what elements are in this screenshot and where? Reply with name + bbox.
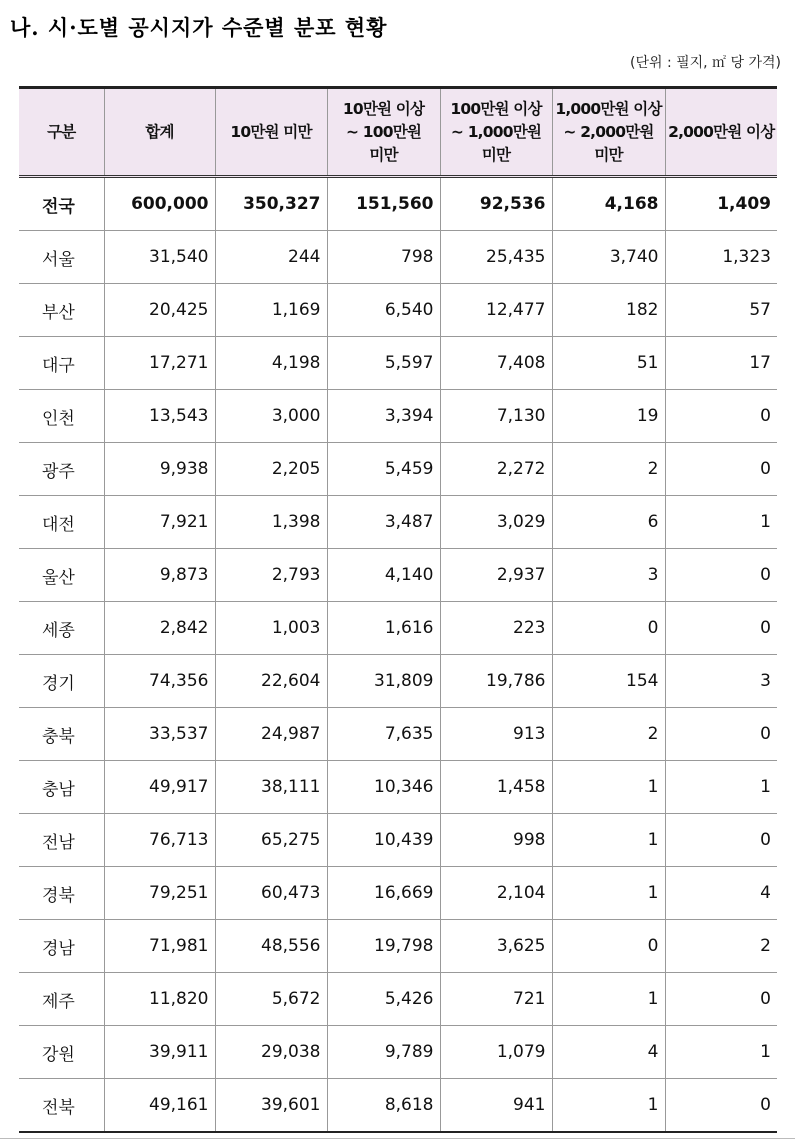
value-cell: 29,038 (215, 1026, 327, 1079)
column-header (19, 88, 104, 177)
region-cell: 전북 (19, 1079, 104, 1133)
column-header-text: ~ 100만원 (345, 122, 422, 141)
region-cell: 충북 (19, 708, 104, 761)
table-row-total (19, 177, 777, 231)
value-cell: 244 (215, 231, 327, 284)
table-row (19, 337, 777, 390)
value-cell: 1 (665, 1026, 777, 1079)
value-cell: 3,487 (327, 496, 440, 549)
value-cell: 3,029 (440, 496, 552, 549)
value-cell: 3,740 (552, 231, 665, 284)
value-cell: 4,198 (215, 337, 327, 390)
unit-note: (단위 : 필지, ㎡ 당 가격) (629, 55, 781, 71)
region-cell: 경기 (19, 655, 104, 708)
bottom-divider (0, 1138, 795, 1139)
column-header (104, 88, 215, 177)
value-cell: 182 (552, 284, 665, 337)
value-cell: 60,473 (215, 867, 327, 920)
column-header-text: 10만원 이상 (342, 99, 425, 118)
column-header-text: 10만원 미만 (230, 122, 312, 141)
value-cell: 74,356 (104, 655, 215, 708)
value-cell: 0 (552, 920, 665, 973)
value-cell: 19,798 (327, 920, 440, 973)
column-header (215, 88, 327, 177)
value-cell: 223 (440, 602, 552, 655)
value-cell: 600,000 (104, 177, 215, 231)
column-header (327, 88, 440, 177)
column-header-text: ~ 1,000만원 (450, 122, 542, 141)
value-cell: 24,987 (215, 708, 327, 761)
region-cell: 인천 (19, 390, 104, 443)
region-cell: 부산 (19, 284, 104, 337)
column-header (552, 88, 665, 177)
region-cell: 대구 (19, 337, 104, 390)
value-cell: 4 (665, 867, 777, 920)
value-cell: 16,669 (327, 867, 440, 920)
region-cell: 경북 (19, 867, 104, 920)
value-cell: 0 (665, 1079, 777, 1133)
value-cell: 65,275 (215, 814, 327, 867)
value-cell: 12,477 (440, 284, 552, 337)
value-cell: 11,820 (104, 973, 215, 1026)
column-header-text: 미만 (369, 145, 398, 164)
value-cell: 6 (552, 496, 665, 549)
value-cell: 998 (440, 814, 552, 867)
value-cell: 1 (665, 761, 777, 814)
value-cell: 0 (665, 443, 777, 496)
table-row (19, 496, 777, 549)
value-cell: 151,560 (327, 177, 440, 231)
value-cell: 92,536 (440, 177, 552, 231)
value-cell: 20,425 (104, 284, 215, 337)
value-cell: 3 (552, 549, 665, 602)
table-row (19, 284, 777, 337)
region-cell: 강원 (19, 1026, 104, 1079)
value-cell: 0 (665, 549, 777, 602)
value-cell: 19 (552, 390, 665, 443)
region-cell: 세종 (19, 602, 104, 655)
table-row (19, 761, 777, 814)
column-header-text: ~ 2,000만원 (563, 122, 654, 141)
column-header-text: 1,000만원 이상 (555, 99, 662, 118)
region-cell: 서울 (19, 231, 104, 284)
table-row (19, 920, 777, 973)
value-cell: 1 (552, 867, 665, 920)
value-cell: 7,408 (440, 337, 552, 390)
distribution-table (19, 86, 777, 1133)
value-cell: 4 (552, 1026, 665, 1079)
page-title: 나. 시·도별 공시지가 수준별 분포 현황 (10, 15, 388, 40)
value-cell: 7,130 (440, 390, 552, 443)
value-cell: 1 (552, 1079, 665, 1133)
table-row (19, 708, 777, 761)
value-cell: 798 (327, 231, 440, 284)
value-cell: 154 (552, 655, 665, 708)
value-cell: 4,140 (327, 549, 440, 602)
value-cell: 0 (665, 973, 777, 1026)
value-cell: 0 (665, 390, 777, 443)
value-cell: 48,556 (215, 920, 327, 973)
value-cell: 17 (665, 337, 777, 390)
value-cell: 10,439 (327, 814, 440, 867)
value-cell: 3,394 (327, 390, 440, 443)
value-cell: 2,842 (104, 602, 215, 655)
value-cell: 51 (552, 337, 665, 390)
value-cell: 9,873 (104, 549, 215, 602)
table-header-row (19, 88, 777, 177)
table-row (19, 390, 777, 443)
value-cell: 2 (552, 708, 665, 761)
value-cell: 2,937 (440, 549, 552, 602)
table-row (19, 1079, 777, 1133)
value-cell: 2,793 (215, 549, 327, 602)
region-cell: 경남 (19, 920, 104, 973)
value-cell: 7,921 (104, 496, 215, 549)
value-cell: 25,435 (440, 231, 552, 284)
value-cell: 6,540 (327, 284, 440, 337)
value-cell: 19,786 (440, 655, 552, 708)
region-cell: 대전 (19, 496, 104, 549)
value-cell: 4,168 (552, 177, 665, 231)
value-cell: 22,604 (215, 655, 327, 708)
column-header-text: 미만 (481, 145, 511, 164)
value-cell: 350,327 (215, 177, 327, 231)
value-cell: 79,251 (104, 867, 215, 920)
column-header (440, 88, 552, 177)
value-cell: 0 (665, 708, 777, 761)
value-cell: 10,346 (327, 761, 440, 814)
region-cell: 광주 (19, 443, 104, 496)
value-cell: 13,543 (104, 390, 215, 443)
region-cell: 제주 (19, 973, 104, 1026)
region-cell: 충남 (19, 761, 104, 814)
value-cell: 721 (440, 973, 552, 1026)
value-cell: 0 (665, 814, 777, 867)
value-cell: 31,540 (104, 231, 215, 284)
value-cell: 71,981 (104, 920, 215, 973)
value-cell: 5,459 (327, 443, 440, 496)
value-cell: 1,409 (665, 177, 777, 231)
table-row (19, 231, 777, 284)
table-row (19, 1026, 777, 1079)
value-cell: 2 (665, 920, 777, 973)
value-cell: 1,003 (215, 602, 327, 655)
value-cell: 57 (665, 284, 777, 337)
value-cell: 1,458 (440, 761, 552, 814)
value-cell: 49,161 (104, 1079, 215, 1133)
table-row (19, 814, 777, 867)
value-cell: 5,597 (327, 337, 440, 390)
value-cell: 1 (552, 814, 665, 867)
value-cell: 1,323 (665, 231, 777, 284)
value-cell: 1 (552, 761, 665, 814)
table-row (19, 443, 777, 496)
value-cell: 913 (440, 708, 552, 761)
value-cell: 1 (665, 496, 777, 549)
value-cell: 8,618 (327, 1079, 440, 1133)
value-cell: 5,672 (215, 973, 327, 1026)
table-row (19, 655, 777, 708)
column-header-text: 구분 (47, 122, 76, 141)
value-cell: 1,169 (215, 284, 327, 337)
value-cell: 2,205 (215, 443, 327, 496)
value-cell: 3,625 (440, 920, 552, 973)
table-row (19, 867, 777, 920)
value-cell: 39,601 (215, 1079, 327, 1133)
value-cell: 31,809 (327, 655, 440, 708)
value-cell: 0 (665, 602, 777, 655)
value-cell: 9,789 (327, 1026, 440, 1079)
value-cell: 2,272 (440, 443, 552, 496)
region-cell: 전남 (19, 814, 104, 867)
column-header (665, 88, 777, 177)
value-cell: 0 (552, 602, 665, 655)
region-cell: 전국 (19, 177, 104, 231)
value-cell: 76,713 (104, 814, 215, 867)
value-cell: 49,917 (104, 761, 215, 814)
column-header-text: 합계 (145, 122, 174, 141)
value-cell: 941 (440, 1079, 552, 1133)
value-cell: 5,426 (327, 973, 440, 1026)
value-cell: 1,616 (327, 602, 440, 655)
value-cell: 2,104 (440, 867, 552, 920)
value-cell: 1 (552, 973, 665, 1026)
value-cell: 39,911 (104, 1026, 215, 1079)
table-row (19, 602, 777, 655)
value-cell: 1,079 (440, 1026, 552, 1079)
column-header-text: 2,000만원 이상 (668, 122, 775, 141)
table-row (19, 549, 777, 602)
value-cell: 33,537 (104, 708, 215, 761)
value-cell: 3,000 (215, 390, 327, 443)
value-cell: 2 (552, 443, 665, 496)
table-row (19, 973, 777, 1026)
column-header-text: 미만 (594, 145, 623, 164)
value-cell: 17,271 (104, 337, 215, 390)
value-cell: 7,635 (327, 708, 440, 761)
table-body (19, 177, 777, 1133)
value-cell: 1,398 (215, 496, 327, 549)
column-header-text: 100만원 이상 (450, 99, 542, 118)
region-cell: 울산 (19, 549, 104, 602)
value-cell: 38,111 (215, 761, 327, 814)
value-cell: 9,938 (104, 443, 215, 496)
value-cell: 3 (665, 655, 777, 708)
